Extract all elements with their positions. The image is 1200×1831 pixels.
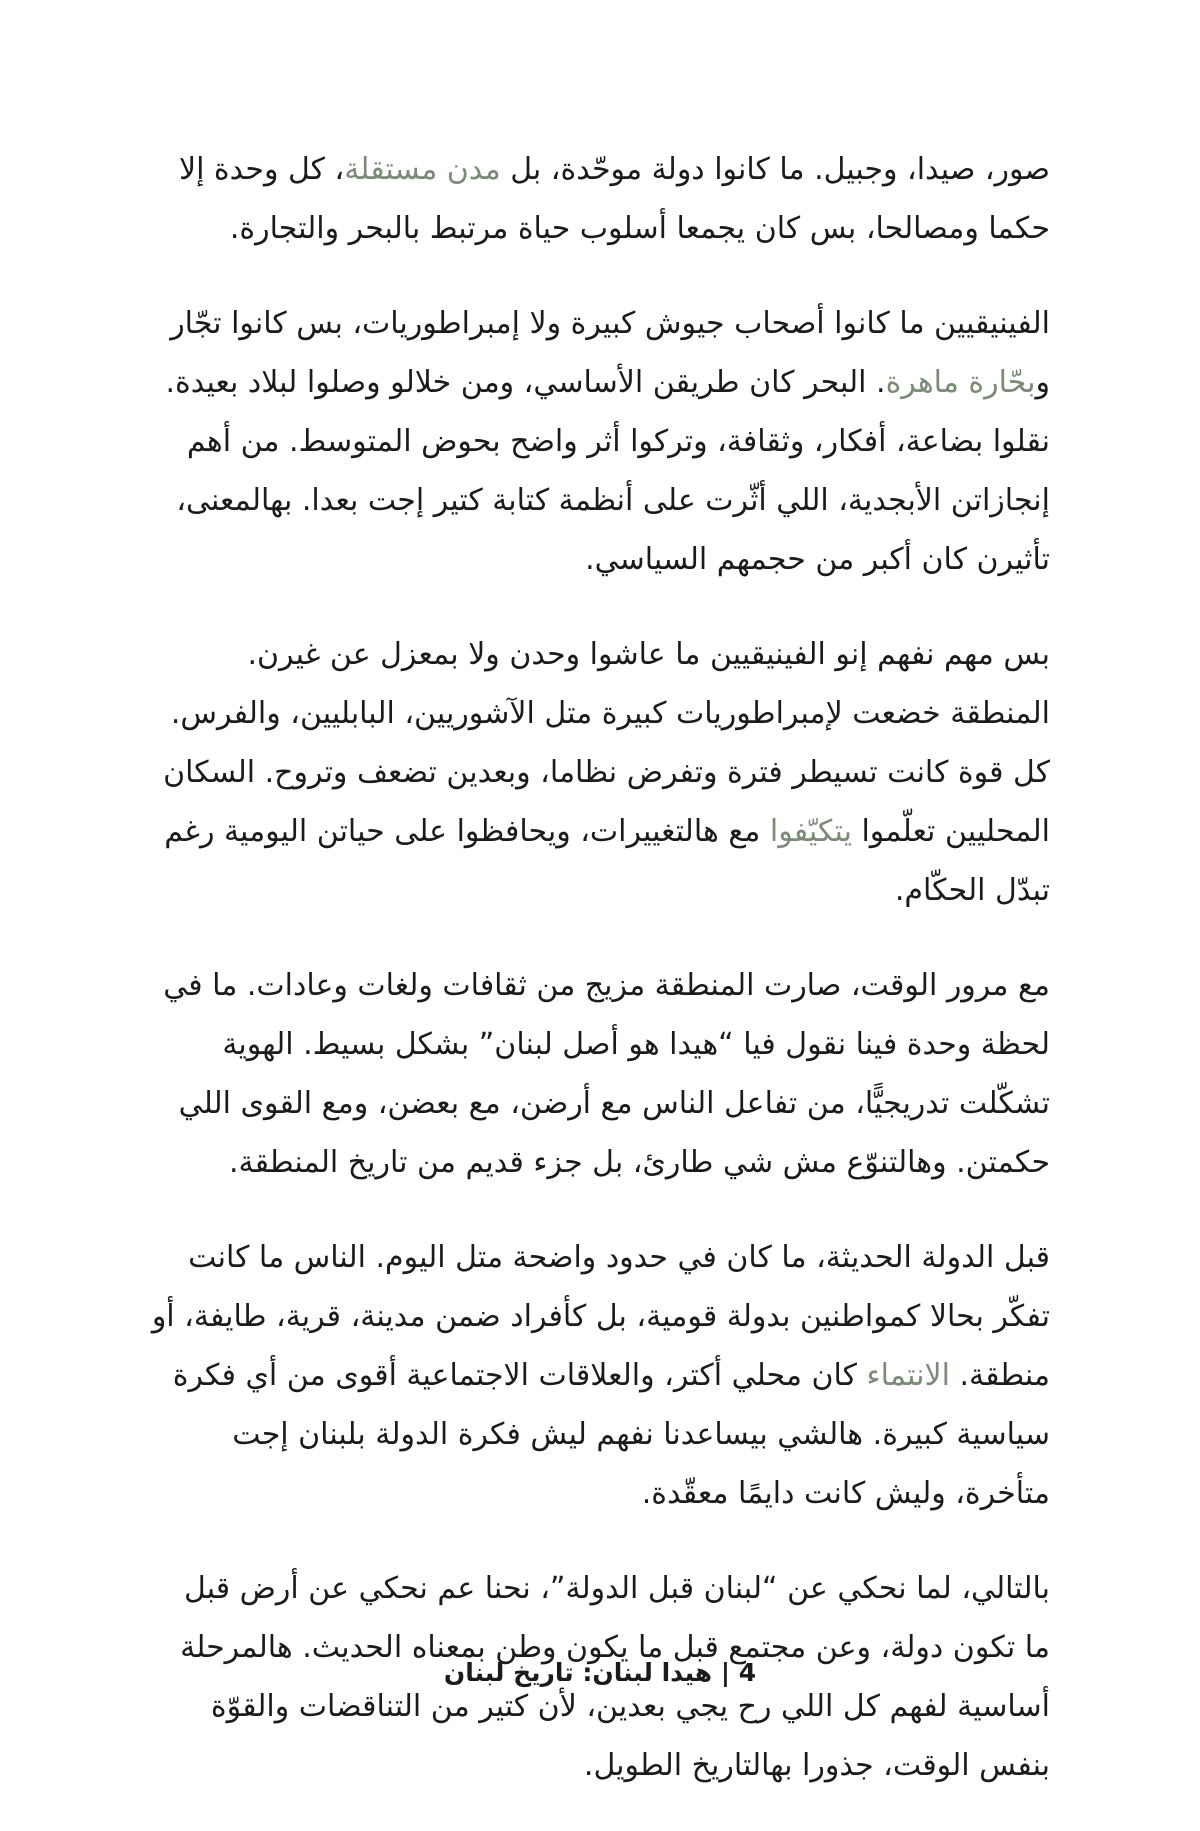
paragraph [150,625,1050,920]
paragraph-text: مع هالتغييرات، ويحافظوا على حياتن اليومية رغم تبدّل الحكّام. [164,814,1050,908]
paragraph-text: مع مرور الوقت، صارت المنطقة مزيج من ثقافات ولغات وعادات. ما في لحظة وحدة فينا نقول فيا “هيدا هو أصل لبنان” بشكل بسيط. الهوية تشكّلت تدريجيًّا، من تفاعل الناس مع أرضن، مع بعضن، ومع القوى اللي حكمتن. وهالتنوّع مش شي طارئ، بل جزء قديم من تاريخ المنطقة. [163,968,1050,1180]
paragraph-text: الفينيقيين ما كانوا أصحاب جيوش كبيرة ولا إمبراطوريات، بس كانوا تجّار و [170,306,1050,400]
paragraph-text: . البحر كان طريقن الأساسي، ومن خلالو وصلوا لبلاد بعيدة. نقلوا بضاعة، أفكار، وثقافة، وتركوا أثر واضح بحوض المتوسط. من أهم إنجازاتن الأبجدية، اللي أثّرت على أنظمة كتابة كتير إجت بعدا. بهالمعنى، تأثيرن كان أكبر من حجمهم السياسي. [165,365,1050,577]
page-number: 4 [738,1658,757,1687]
paragraph-text: كان محلي أكتر، والعلاقات الاجتماعية أقوى من أي فكرة سياسية كبيرة. هالشي بيساعدنا نفهم ليش فكرة الدولة بلبنان إجت متأخرة، وليش كانت دايمًا معقّدة. [172,1358,1050,1511]
page-body [150,140,1050,1831]
paragraph-text: بس مهم نفهم إنو الفينيقيين ما عاشوا وحدن ولا بمعزل عن غيرن. المنطقة خضعت لإمبراطوريات كبيرة متل الآشوريين، البابليين، والفرس. كل قوة كانت تسيطر فترة وتفرض نظاما، وبعدين تضعف وتروح. السكان المحليين تعلّموا [163,637,1050,849]
highlighted-term: مدن مستقلة [344,152,501,187]
paragraph-text: بالتالي، لما نحكي عن “لبنان قبل الدولة”، نحنا عم نحكي عن أرض قبل ما تكون دولة، وعن مجتمع قبل ما يكون وطن بمعناه الحديث. هالمرحلة أساسية لفهم كل اللي رح يجي بعدين، لأن كتير من التناقضات والقوّة بنفس الوقت، جذورا بهالتاريخ الطويل. [180,1571,1050,1783]
book-title: هيدا لبنان: تاريخ لبنان [443,1658,713,1687]
footer-separator: | [720,1658,730,1687]
paragraph [150,1228,1050,1523]
paragraph [150,140,1050,258]
paragraph [150,294,1050,589]
paragraph [150,956,1050,1192]
highlighted-term: يتكيّفوا [769,814,852,849]
page-footer [0,1658,1200,1687]
paragraph-text: ، كل وحدة إلا حكما ومصالحا، بس كان يجمعا أسلوب حياة مرتبط بالبحر والتجارة. [178,152,1050,246]
highlighted-term: الانتماء [866,1358,950,1393]
highlighted-term: بحّارة ماهرة [885,365,1036,400]
paragraph-text: قبل الدولة الحديثة، ما كان في حدود واضحة متل اليوم. الناس ما كانت تفكّر بحالا كمواطنين بدولة قومية، بل كأفراد ضمن مدينة، قرية، طايفة، أو منطقة. [151,1240,1050,1393]
paragraph-text: صور، صيدا، وجبيل. ما كانوا دولة موحّدة، بل [500,152,1050,187]
